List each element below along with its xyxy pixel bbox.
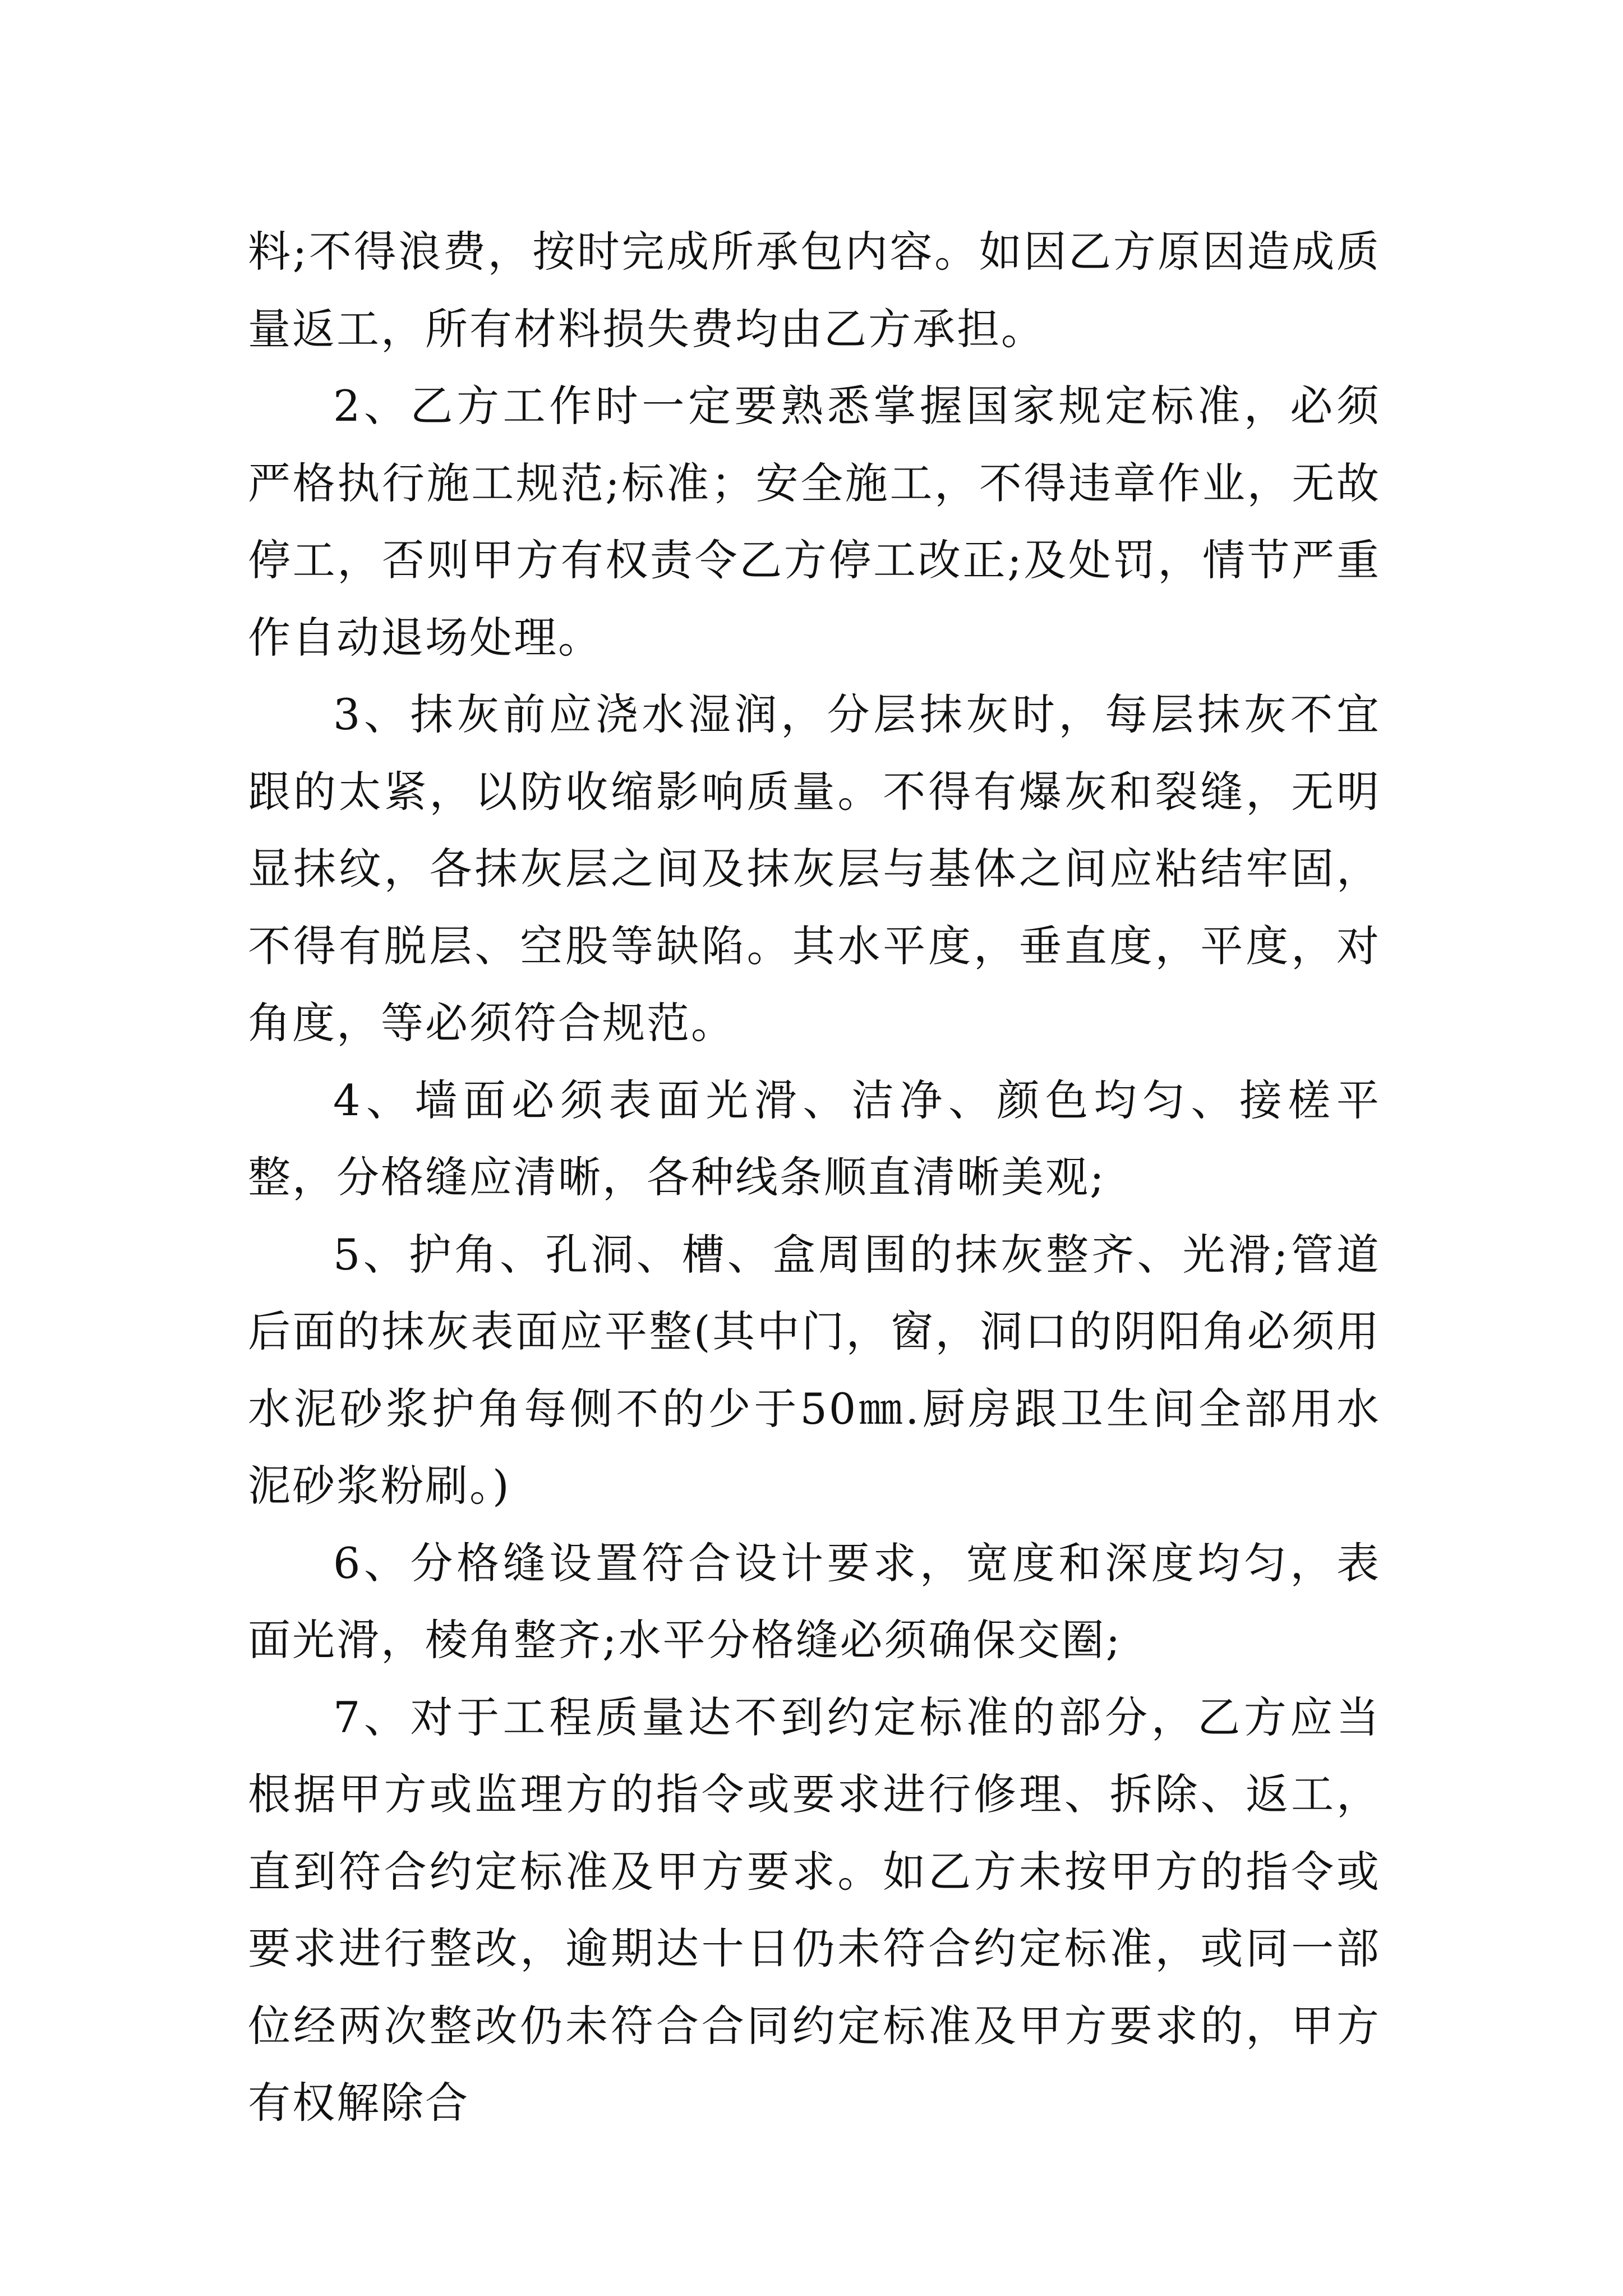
paragraph-item-2: 2、乙方工作时一定要熟悉掌握国家规定标准，必须严格执行施工规范;标准；安全施工，不得违章作业，无故停工，否则甲方有权责令乙方停工改正;及处罚，情节严重作自动退场处理。 — [248, 381, 1381, 662]
paragraph-item-6: 6、分格缝设置符合设计要求，宽度和深度均匀，表面光滑，棱角整齐;水平分格缝必须确保交圈; — [248, 1538, 1381, 1665]
paragraph-item-7: 7、对于工程质量达不到约定标准的部分，乙方应当根据甲方或监理方的指令或要求进行修理、拆除、返工，直到符合约定标准及甲方要求。如乙方未按甲方的指令或要求进行整改，逾期达十日仍未符合约定标准，或同一部位经两次整改仍未符合合同约定标准及甲方要求的，甲方有权解除合 — [248, 1692, 1381, 2128]
paragraph-item-4: 4、墙面必须表面光滑、洁净、颜色均匀、接槎平整，分格缝应清晰，各种线条顺直清晰美观; — [248, 1075, 1381, 1202]
paragraph-continuation: 料;不得浪费，按时完成所承包内容。如因乙方原因造成质量返工，所有材料损失费均由乙方承担。 — [248, 227, 1381, 354]
paragraph-item-5: 5、护角、孔洞、槽、盒周围的抹灰整齐、光滑;管道后面的抹灰表面应平整(其中门，窗，洞口的阴阳角必须用水泥砂浆护角每侧不的少于50㎜.厨房跟卫生间全部用水泥砂浆粉刷。) — [248, 1229, 1381, 1511]
paragraph-item-3: 3、抹灰前应浇水湿润，分层抹灰时，每层抹灰不宜跟的太紧，以防收缩影响质量。不得有爆灰和裂缝，无明显抹纹，各抹灰层之间及抹灰层与基体之间应粘结牢固，不得有脱层、空股等缺陷。其水平度，垂直度，平度，对角度，等必须符合规范。 — [248, 689, 1381, 1048]
document-body — [248, 213, 1381, 2142]
